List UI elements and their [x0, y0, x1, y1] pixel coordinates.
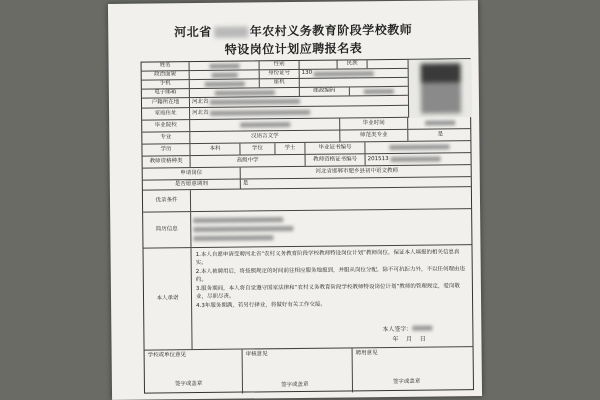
value-postcode: [350, 87, 408, 96]
id-prefix: 130: [301, 70, 313, 77]
cert-prefix: 201513: [367, 155, 389, 162]
label-normal-major: 师范类专业: [340, 130, 408, 142]
label-name: 姓名: [142, 62, 190, 71]
value-diploma-no: [365, 141, 472, 153]
date-line: [392, 337, 425, 343]
pledge-item-4: 4.3年服务期满，若另行择业，将做好有关工作交接。: [196, 301, 326, 310]
label-apply-post: 申请岗位: [143, 168, 241, 180]
value-mobile: [190, 79, 260, 88]
blurred-photo: [421, 63, 462, 113]
label-school-opinion: 学校或单位意见: [147, 352, 187, 359]
applicant-photo: [408, 59, 473, 118]
value-cert-type: 高级中学: [191, 155, 306, 167]
label-political: 政治面貌: [142, 71, 190, 80]
school-opinion-cell: [145, 350, 243, 395]
title-province: 河北省: [174, 24, 212, 40]
form-table: [141, 58, 474, 393]
signature-line: [382, 326, 432, 334]
pledge-item-1: 1.本人自愿申请受聘河北省“农村义务教育阶段学校教师特设岗位计划”教师岗位，保证本人填报的相关信息真实。: [195, 249, 460, 267]
label-cert-type: 教师资格种类: [143, 156, 191, 168]
month-label: 月: [406, 335, 413, 343]
label-degree: 学位: [240, 143, 275, 154]
value-resume: [191, 209, 473, 247]
label-resume: 简历信息: [143, 212, 191, 248]
label-gender: 性别: [260, 61, 300, 69]
pledge-text: [191, 245, 474, 314]
value-apply-post: 河北省邯郸市肥乡县初中语文教师: [315, 167, 398, 175]
row-opinions: [145, 347, 473, 394]
address-text: 河北省: [192, 109, 209, 116]
label-major: 专业: [142, 132, 190, 144]
hire-opinion-cell: [353, 347, 475, 392]
value-school: [190, 119, 340, 132]
value-id-number: [300, 69, 408, 78]
form-title-line2: 特设岗位计划应聘报名表: [224, 41, 363, 57]
value-pledge: [191, 245, 474, 349]
stamp-hire: 签字或盖章: [392, 378, 421, 385]
value-email: [190, 88, 300, 97]
label-address: 家庭住址: [142, 108, 190, 120]
hukou-text: 河北省: [191, 98, 209, 105]
year-label: 年: [392, 335, 399, 343]
label-hire-opinion: 聘用意见: [355, 350, 378, 357]
label-review-opinion: 审核意见: [245, 351, 268, 358]
value-normal-major: 是: [437, 131, 444, 138]
value-cert-no: [366, 153, 473, 165]
label-id-number: 身份证号: [260, 70, 300, 78]
value-major: 汉语言文学: [190, 131, 340, 144]
pledge-item-3: 3.服务期间，本人将自觉遵守国家法律和“农村义务教育阶段学校教师特设岗位计划”教师的管理规定，爱岗敬业，尽职尽责。: [195, 283, 460, 301]
label-landline: 座机: [260, 79, 300, 87]
value-degree: 学士: [275, 143, 305, 154]
label-diploma-no: 毕业证书编号: [305, 142, 365, 154]
stamp-school: 签字或盖章: [174, 380, 203, 388]
label-hukou: 户籍所在地: [142, 98, 190, 108]
row-resume: [143, 209, 471, 248]
label-email: 电子邮箱: [142, 89, 190, 98]
label-mobile: 手机: [142, 80, 190, 89]
label-education: 学历: [142, 144, 190, 156]
application-form-paper: [108, 0, 482, 400]
value-landline: [300, 78, 408, 87]
value-address: [190, 106, 408, 119]
label-pledge: 本人承诺: [144, 248, 193, 349]
label-postcode: 邮政编码: [300, 87, 350, 96]
label-accept-transfer: 是否愿意调剂: [143, 180, 241, 190]
label-ethnicity: 民族: [338, 60, 368, 68]
value-education: 本科: [190, 144, 240, 156]
review-opinion-cell: [243, 348, 353, 393]
value-strengths: [191, 187, 473, 211]
value-grad-time: [408, 117, 472, 129]
label-grad-time: 毕业时间: [340, 118, 408, 130]
value-political: [190, 70, 260, 79]
label-school: 毕业院校: [142, 120, 190, 132]
value-gender: [300, 61, 338, 69]
title-program: 年农村义务教育阶段学校教师: [249, 22, 413, 39]
redacted-year: [214, 26, 248, 37]
value-accept-transfer: 是: [242, 180, 249, 187]
signature-label: 本人签字：: [382, 325, 413, 334]
label-strengths: 优录条件: [143, 190, 191, 212]
row-pledge: [144, 245, 473, 350]
label-cert-no: 教师资格证书编号: [306, 154, 366, 166]
value-name: [190, 61, 260, 70]
stamp-review: 签字或盖章: [280, 381, 309, 389]
day-label: 日: [419, 335, 426, 343]
pledge-item-2: 2.本人被聘用后，将按照规定的时间前往相应服务地报到，并服从岗位分配，除不可抗拒力外，不以任何理由违约。: [195, 266, 466, 284]
value-ethnicity: [368, 60, 408, 68]
